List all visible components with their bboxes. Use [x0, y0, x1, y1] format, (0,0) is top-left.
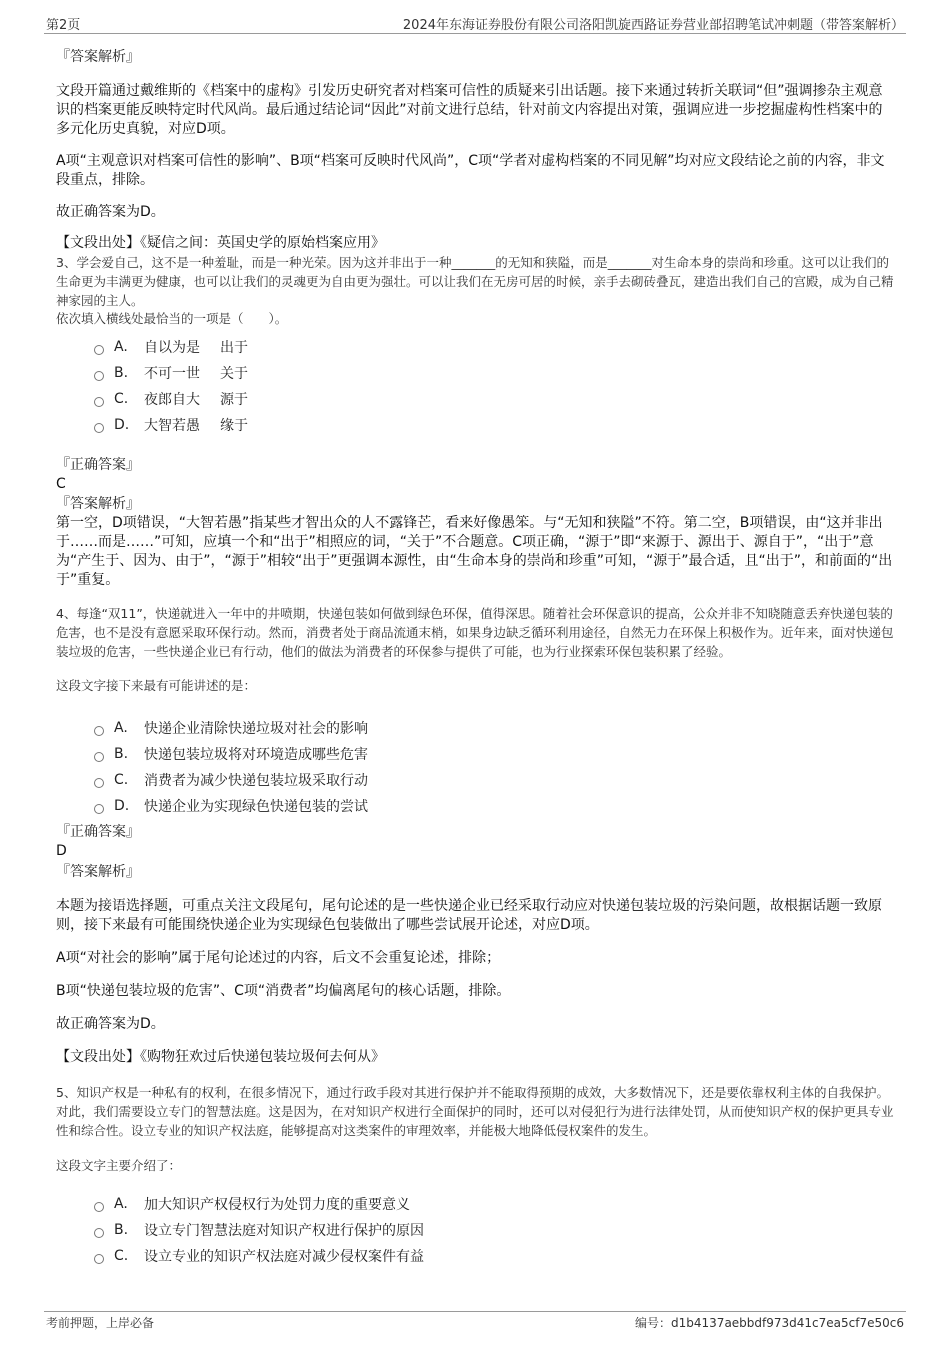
- q2-analysis-paragraph-1: 文段开篇通过戴维斯的《档案中的虚构》引发历史研究者对档案可信性的质疑来引出话题。接下来通过转折关联词“但”强调掺杂主观意识的档案更能反映特定时代风尚。最后通过结论词“因此”对前文进行总结，针对前文内容提出对策，强调应进一步挖掘虚构性档案中的多元化历史真貌，对应D项。: [56, 83, 883, 137]
- option-text: 消费者为减少快递包装垃圾采取行动: [144, 773, 368, 789]
- option-letter: A.: [114, 1196, 128, 1212]
- page-number: 第2页: [46, 18, 81, 33]
- q4-answer: D: [56, 843, 67, 859]
- option-letter: C.: [114, 772, 129, 788]
- footer-slogan: 考前押题，上岸必备: [46, 1316, 155, 1330]
- option-letter: C.: [114, 391, 129, 407]
- option-letter: D.: [114, 417, 130, 433]
- q3-option-a[interactable]: [94, 334, 896, 360]
- q4-analysis-paragraph-2: A项“对社会的影响”属于尾句论述过的内容，后文不会重复论述，排除；: [56, 950, 501, 966]
- document-title: 2024年东海证券股份有限公司洛阳凯旋西路证券营业部招聘笔试冲刺题（带答案解析）: [402, 18, 904, 33]
- option-letter: B.: [114, 1222, 129, 1238]
- option-word-1: 自以为是: [144, 340, 200, 356]
- q4-source: 【文段出处】《购物狂欢过后快递包装垃圾何去何从》: [56, 1049, 385, 1065]
- q4-options: [94, 715, 896, 819]
- option-word-1: 夜郎自大: [144, 392, 200, 408]
- radio-button[interactable]: [94, 726, 104, 736]
- option-word-1: 不可一世: [144, 366, 200, 382]
- q5-question-text: 5、知识产权是一种私有的权利，在很多情况下，通过行政手段对其进行保护并不能取得预期的成效，大多数情况下，还是要依靠权利主体的自我保护。对此，我们需要设立专门的智慧法庭。这是因为，在对知识产权进行全面保护的同时，还可以对侵犯行为进行法律处罚，从而使知识产权的保护更具专业性和综合性。设立专业的知识产权法庭，能够提高对这类案件的审理效率，并能极大地降低侵权案件的发生。: [56, 1085, 894, 1138]
- q2-analysis-paragraph-2: A项“主观意识对档案可信性的影响”、B项“档案可反映时代风尚”，C项“学者对虚构档案的不同见解”均对应文段结论之前的内容，非文段重点，排除。: [56, 153, 885, 188]
- q5-option-c[interactable]: [94, 1243, 896, 1269]
- option-letter: B.: [114, 746, 129, 762]
- q4-option-a[interactable]: [94, 715, 896, 741]
- option-word-2: 源于: [220, 392, 248, 408]
- option-letter: A.: [114, 339, 128, 355]
- radio-button[interactable]: [94, 345, 104, 355]
- document-serial: 编号：d1b4137aebbdf973d41c7ea5cf7e50c6: [635, 1316, 904, 1330]
- q4-analysis-paragraph-3: B项“快递包装垃圾的危害”、C项“消费者”均偏离尾句的核心话题，排除。: [56, 983, 511, 999]
- q3-answer: C: [56, 476, 66, 492]
- radio-button[interactable]: [94, 371, 104, 381]
- q4-option-b[interactable]: [94, 741, 896, 767]
- q2-analysis-paragraph-3: 故正确答案为D。: [56, 204, 165, 220]
- q2-source: 【文段出处】《疑信之间：英国史学的原始档案应用》: [56, 235, 385, 251]
- q4-option-c[interactable]: [94, 767, 896, 793]
- option-word-2: 关于: [220, 366, 248, 382]
- document-body: [56, 44, 896, 1269]
- radio-button[interactable]: [94, 1254, 104, 1264]
- q3-option-d[interactable]: [94, 412, 896, 438]
- q3-question-text: 3、学会爱自己，这不是一种羞耻，而是一种光荣。因为这并非出于一种_______的无知和狭隘，而是_______对生命本身的崇尚和珍重。这可以让我们的生命更为丰满更为健康，也可以让我们的灵魂更为自由更为强壮。可以让我们在无房可居的时候，亲手去砌砖叠瓦，建造出我们自己的宫殿，成为自己精神家园的主人。: [56, 255, 894, 308]
- option-text: 快递包装垃圾将对环境造成哪些危害: [144, 747, 368, 763]
- option-letter: D.: [114, 798, 130, 814]
- footer-divider: [44, 1311, 906, 1312]
- q4-correct-label: 『正确答案』: [56, 824, 140, 840]
- option-letter: A.: [114, 720, 128, 736]
- q3-correct-label: 『正确答案』: [56, 457, 140, 473]
- radio-button[interactable]: [94, 397, 104, 407]
- q4-question-text: 4、每逢“双11”，快递就进入一年中的井喷期，快递包装如何做到绿色环保，值得深思。随着社会环保意识的提高，公众并非不知晓随意丢弃快递包装的危害，也不是没有意愿采取环保行动。然而，消费者处于商品流通末梢，如果身边缺乏循环利用途径，自然无力在环保上积极作为。近年来，面对快递包装垃圾的危害，一些快递企业已有行动，他们的做法为消费者的环保参与提供了可能，也为行业探索环保包装积累了经验。: [56, 606, 894, 659]
- option-word-2: 出于: [220, 340, 248, 356]
- q3-option-c[interactable]: [94, 386, 896, 412]
- radio-button[interactable]: [94, 423, 104, 433]
- radio-button[interactable]: [94, 778, 104, 788]
- option-word-1: 大智若愚: [144, 418, 200, 434]
- q3-options: [94, 334, 896, 438]
- q4-analysis-paragraph-4: 故正确答案为D。: [56, 1016, 165, 1032]
- q5-option-a[interactable]: [94, 1191, 896, 1217]
- option-text: 设立专业的知识产权法庭对减少侵权案件有益: [144, 1249, 424, 1265]
- q4-analysis-label: 『答案解析』: [56, 864, 140, 880]
- option-letter: B.: [114, 365, 129, 381]
- option-letter: C.: [114, 1248, 129, 1264]
- option-text: 加大知识产权侵权行为处罚力度的重要意义: [144, 1197, 410, 1213]
- q3-analysis-label: 『答案解析』: [56, 496, 140, 512]
- radio-button[interactable]: [94, 1202, 104, 1212]
- radio-button[interactable]: [94, 752, 104, 762]
- radio-button[interactable]: [94, 1228, 104, 1238]
- header-divider: [44, 33, 906, 34]
- q4-prompt: 这段文字接下来最有可能讲述的是：: [56, 678, 257, 693]
- option-text: 快递企业为实现绿色快递包装的尝试: [144, 799, 368, 815]
- q4-option-d[interactable]: [94, 793, 896, 819]
- option-word-2: 缘于: [220, 418, 248, 434]
- q5-options: [94, 1191, 896, 1269]
- q4-analysis-paragraph-1: 本题为接语选择题，可重点关注文段尾句，尾句论述的是一些快递企业已经采取行动应对快递包装垃圾的污染问题，故根据话题一致原则，接下来最有可能围绕快递企业为实现绿色包装做出了哪些尝试展开论述，对应D项。: [56, 898, 882, 933]
- option-text: 快递企业清除快递垃圾对社会的影响: [144, 721, 368, 737]
- q2-analysis-label: 『答案解析』: [56, 49, 140, 65]
- q5-option-b[interactable]: [94, 1217, 896, 1243]
- q3-analysis: 第一空，D项错误，“大智若愚”指某些才智出众的人不露锋芒，看来好像愚笨。与“无知和狭隘”不符。第二空，B项错误，由“这并非出于……而是……”可知，应填一个和“出于”相照应的词，“关于”不合题意。C项正确，“源于”即“来源于、源出于、源自于”，“出于”意为“产生于、因为、由于”，“源于”相较“出于”更强调本源性，由“生命本身的崇尚和珍重”可知，“源于”最合适，且“出于”，和前面的“出于”重复。: [56, 515, 893, 588]
- q3-option-b[interactable]: [94, 360, 896, 386]
- q3-prompt: 依次填入横线处最恰当的一项是（ ）。: [56, 311, 288, 326]
- q5-prompt: 这段文字主要介绍了：: [56, 1158, 182, 1173]
- option-text: 设立专门智慧法庭对知识产权进行保护的原因: [144, 1223, 424, 1239]
- radio-button[interactable]: [94, 804, 104, 814]
